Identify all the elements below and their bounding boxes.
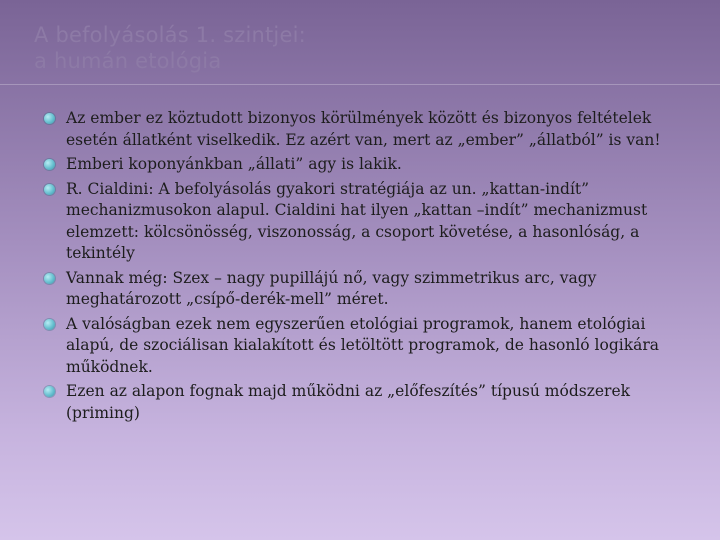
bullet-text: Vannak még: Szex – nagy pupillájú nő, vagy szimmetrikus arc, vagy meghatározott „csípő-derék-mell” méret. xyxy=(66,268,597,308)
slide-title-line-2: a humán etológia xyxy=(34,49,222,73)
bullet-item xyxy=(44,268,674,311)
slide-title xyxy=(34,22,674,74)
bullet-dot-icon xyxy=(44,273,55,284)
bullet-item xyxy=(44,314,674,379)
bullet-list xyxy=(44,108,674,424)
bullet-dot-icon xyxy=(44,386,55,397)
bullet-text: A valóságban ezek nem egyszerűen etológiai programok, hanem etológiai alapú, de szociálisan kialakított és letöltött programok, de hasonló logikára működnek. xyxy=(66,314,659,376)
bullet-dot-icon xyxy=(44,113,55,124)
bullet-text: R. Cialdini: A befolyásolás gyakori stratégiája az un. „kattan-indít” mechanizmusokon alapul. Cialdini hat ilyen „kattan –indít” mechanizmust elemzett: kölcsönösség, viszonosság, a csoport követése, a hasonlóság, a tekintély xyxy=(66,179,648,262)
bullet-item xyxy=(44,381,674,424)
bullet-dot-icon xyxy=(44,184,55,195)
title-divider xyxy=(0,84,720,85)
bullet-text: Ezen az alapon fognak majd működni az „előfeszítés” típusú módszerek (priming) xyxy=(66,382,631,422)
bullet-item xyxy=(44,154,674,176)
bullet-text: Emberi koponyánkban „állati” agy is lakik. xyxy=(66,155,402,173)
bullet-dot-icon xyxy=(44,319,55,330)
bullet-dot-icon xyxy=(44,159,55,170)
bullet-item xyxy=(44,179,674,265)
slide-title-line-1: A befolyásolás 1. szintjei: xyxy=(34,23,306,47)
bullet-item xyxy=(44,108,674,151)
bullet-text: Az ember ez köztudott bizonyos körülmények között és bizonyos feltételek esetén állatként viselkedik. Ez azért van, mert az „ember” „állatból” is van! xyxy=(66,109,661,149)
slide-content xyxy=(44,108,674,427)
